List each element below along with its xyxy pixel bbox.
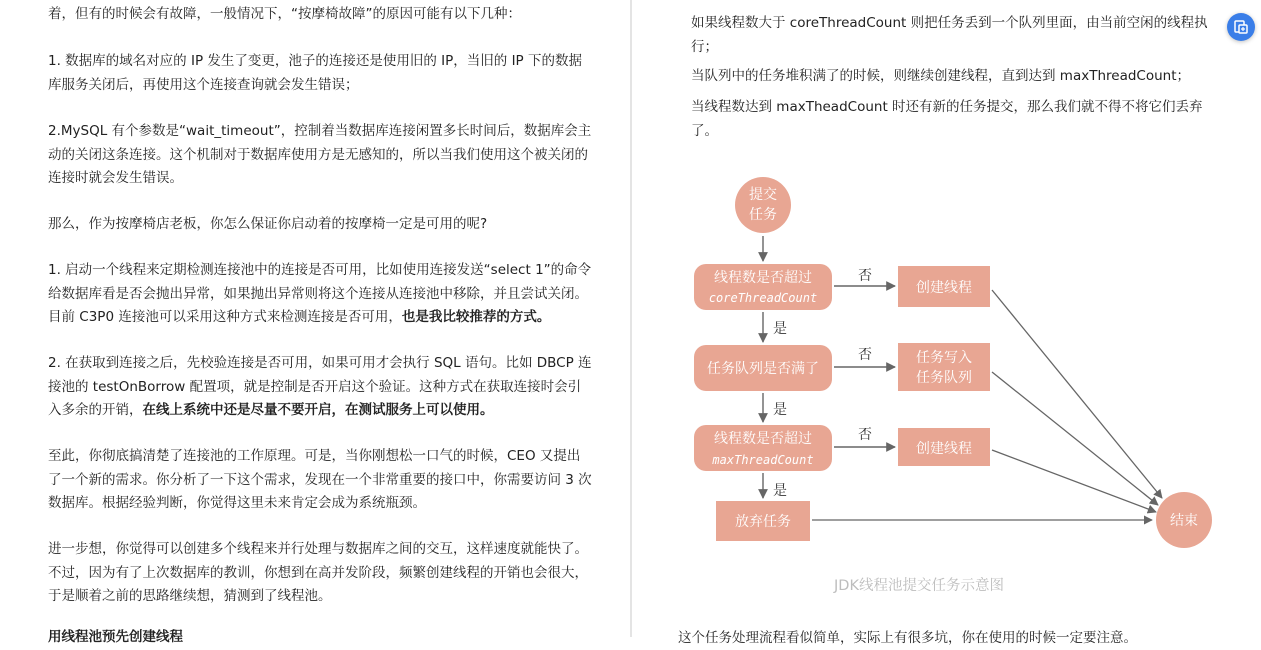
label-no-1: 否 xyxy=(858,268,872,284)
node-check-max-label-1: 线程数是否超过 xyxy=(714,431,812,447)
node-check-core-label-1: 线程数是否超过 xyxy=(714,270,812,286)
label-no-2: 否 xyxy=(858,347,872,363)
node-check-core-label-2: coreThreadCount xyxy=(708,291,818,305)
paragraph-cause-2: 2.MySQL 有个参数是“wait_timeout”，控制着当数据库连接闲置多长时间后，数据库会主动的关闭这条连接。这个机制对于数据库使用方是无感知的，所以当我们使用这个被关闭的连接时就会发生错误。 xyxy=(48,123,592,186)
node-submit-label-1: 提交 xyxy=(749,187,777,203)
paragraph-max-rule: 当队列中的任务堆积满了的时候，则继续创建线程，直到达到 maxThreadCount； xyxy=(691,68,1190,84)
paragraph-cause-1: 1. 数据库的域名对应的 IP 发生了变更，池子的连接还是使用旧的 IP，当旧的 IP 下的数据库服务关闭后，再使用这个连接查询就会发生错误； xyxy=(48,53,582,93)
node-create-thread-2-label: 创建线程 xyxy=(916,441,972,457)
node-end-label: 结束 xyxy=(1170,513,1198,529)
paragraph-new-requirement: 至此，你彻底搞清楚了连接池的工作原理。可是，当你刚想松一口气的时候，CEO 又提出了一个新的需求。你分析了一下这个需求，发现在一个非常重要的接口中，你需要访问 3 次数据库。根据经验判断，你觉得这里未来肯定会成为系统瓶颈。 xyxy=(48,448,592,511)
document-convert-icon xyxy=(1233,19,1249,35)
paragraph-intro: 着，但有的时候会有故障，一般情况下，“按摩椅故障”的原因可能有以下几种： xyxy=(48,6,521,22)
solution-2-text: 2. 在获取到连接之后，先校验连接是否可用，如果可用才会执行 SQL 语句。比如 DBCP 连接池的 testOnBorrow 配置项，就是控制是否开启这个验证。这种方式在获取连接时会引入多余的开销， xyxy=(48,355,592,418)
convert-floating-button[interactable] xyxy=(1227,13,1255,41)
paragraph-solution-1 xyxy=(48,259,593,330)
section-heading-clipped: 用线程池预先创建线程 xyxy=(48,629,183,645)
node-discard-label: 放弃任务 xyxy=(735,514,791,530)
label-yes-2: 是 xyxy=(773,402,787,418)
node-check-max-label-2: maxThreadCount xyxy=(712,453,814,467)
paragraph-thread-pool: 进一步想，你觉得可以创建多个线程来并行处理与数据库之间的交互，这样速度就能快了。不过，因为有了上次数据库的教训，你想到在高并发阶段，频繁创建线程的开销也会很大，于是顺着之前的思路继续想，猜测到了线程池。 xyxy=(48,541,588,604)
left-page xyxy=(0,0,630,645)
node-write-queue-label-1: 任务写入 xyxy=(916,350,972,366)
thread-pool-flow-diagram xyxy=(632,0,1261,637)
label-yes-3: 是 xyxy=(773,483,787,499)
node-submit-label-2: 任务 xyxy=(749,207,777,223)
edge-create2-to-end xyxy=(992,450,1156,512)
label-no-3: 否 xyxy=(858,427,872,443)
right-page xyxy=(632,0,1261,646)
paragraph-question: 那么，作为按摩椅店老板，你怎么保证你启动着的按摩椅一定是可用的呢? xyxy=(48,216,488,232)
node-queue-full-label: 任务队列是否满了 xyxy=(707,361,819,377)
paragraph-clipped-bottom: 这个任务处理流程看似简单，实际上有很多坑，你在使用的时候一定要注意。 xyxy=(678,630,1137,646)
solution-1-emphasis: 也是我比较推荐的方式。 xyxy=(401,309,551,325)
paragraph-solution-2 xyxy=(48,352,593,423)
node-create-thread-1-label: 创建线程 xyxy=(916,280,972,296)
solution-1-text: 1. 启动一个线程来定期检测连接池中的连接是否可用，比如使用连接发送“select 1”的命令给数据库看是否会抛出异常，如果抛出异常则将这个连接从连接池中移除，并且尝试关闭。目前 C3P0 连接池可以采用这种方式来检测连接是否可用， xyxy=(48,262,592,325)
label-yes-1: 是 xyxy=(773,321,787,337)
node-write-queue-label-2: 任务队列 xyxy=(916,370,972,386)
solution-2-emphasis: 在线上系统中还是尽量不要开启，在测试服务上可以使用。 xyxy=(142,402,494,418)
paragraph-queue-rule: 如果线程数大于 coreThreadCount 则把任务丢到一个队列里面，由当前空闲的线程执行； xyxy=(691,15,1208,55)
paragraph-discard-rule: 当线程数达到 maxTheadCount 时还有新的任务提交，那么我们就不得不将它们丢弃了。 xyxy=(691,99,1203,139)
edge-create1-to-end xyxy=(992,290,1162,498)
node-submit-task xyxy=(735,177,791,233)
diagram-caption: JDK线程池提交任务示意图 xyxy=(834,578,1004,594)
